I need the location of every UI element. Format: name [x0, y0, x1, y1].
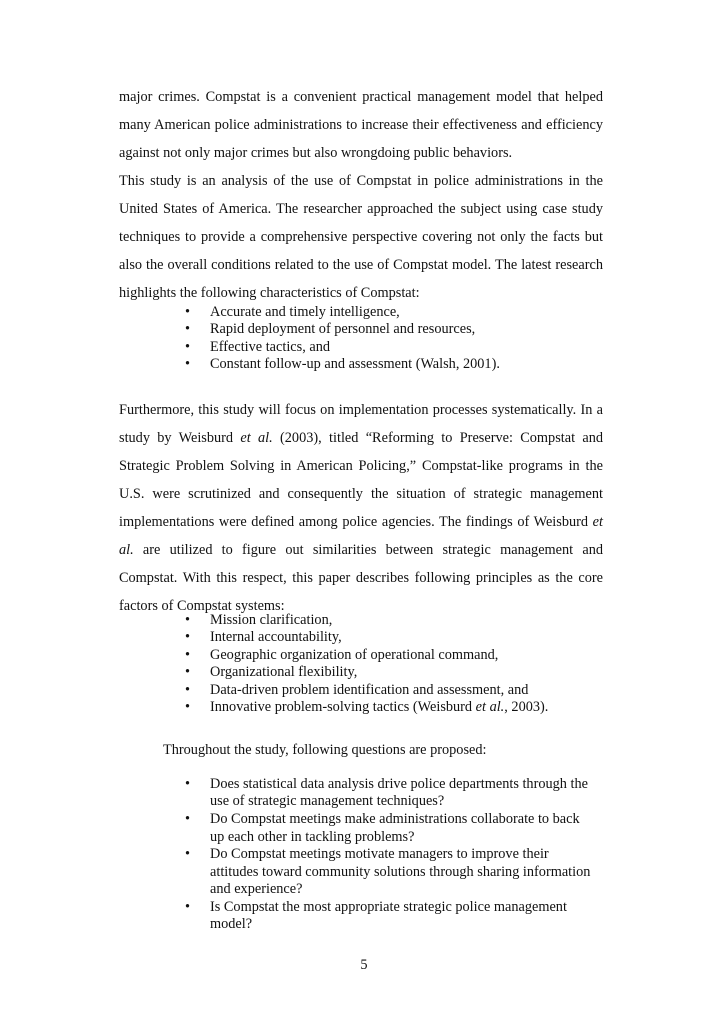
questions-list: [185, 776, 595, 934]
page-number: 5: [360, 957, 368, 973]
paragraph-intro: major crimes. Compstat is a convenient practical management model that helped many American police administrations to increase their effectiveness and efficiency against not only major crimes but also wrongdoing public behaviors.: [119, 89, 603, 161]
list-item: • Accurate and timely intelligence,: [185, 304, 605, 321]
list-item: • Geographic organization of operational command,: [185, 647, 605, 664]
list-item: • Organizational flexibility,: [185, 664, 605, 681]
principles-list: [185, 612, 605, 716]
questions-intro: Throughout the study, following questions are proposed:: [163, 742, 487, 758]
list-item: • Mission clarification,: [185, 612, 605, 629]
list-item: • Data-driven problem identification and assessment, and: [185, 682, 605, 699]
paragraph-implementation: Furthermore, this study will focus on implementation processes systematically. In a study by Weisburd et al. (2003), titled “Reforming to Preserve: Compstat and Strategic Problem Solving in American Policing,” Compstat-like programs in the U.S. were scrutinized and consequently the situation of strategic management implementations were defined among police agencies. The findings of Weisburd et al. are utilized to figure out similarities between strategic management and Compstat. With this respect, this paper describes following principles as the core factors of Compstat systems:: [119, 402, 603, 614]
list-item: • Does statistical data analysis drive police departments through the use of strategic management techniques?: [185, 776, 595, 811]
list-item: • Innovative problem-solving tactics (Weisburd et al., 2003).: [185, 699, 605, 716]
characteristics-list: [185, 304, 605, 374]
list-item: • Internal accountability,: [185, 629, 605, 646]
list-item: • Rapid deployment of personnel and resources,: [185, 321, 605, 338]
list-item: • Is Compstat the most appropriate strategic police management model?: [185, 899, 595, 934]
list-item: • Effective tactics, and: [185, 339, 605, 356]
list-item: • Do Compstat meetings motivate managers to improve their attitudes toward community solutions through sharing information and experience?: [185, 846, 595, 898]
paragraph-study-overview: This study is an analysis of the use of Compstat in police administrations in the United States of America. The researcher approached the subject using case study techniques to provide a comprehensive perspective covering not only the facts but also the overall conditions related to the use of Compstat model. The latest research highlights the following characteristics of Compstat:: [119, 173, 603, 301]
list-item: • Do Compstat meetings make administrations collaborate to back up each other in tackling problems?: [185, 811, 595, 846]
list-item: • Constant follow-up and assessment (Walsh, 2001).: [185, 356, 605, 373]
